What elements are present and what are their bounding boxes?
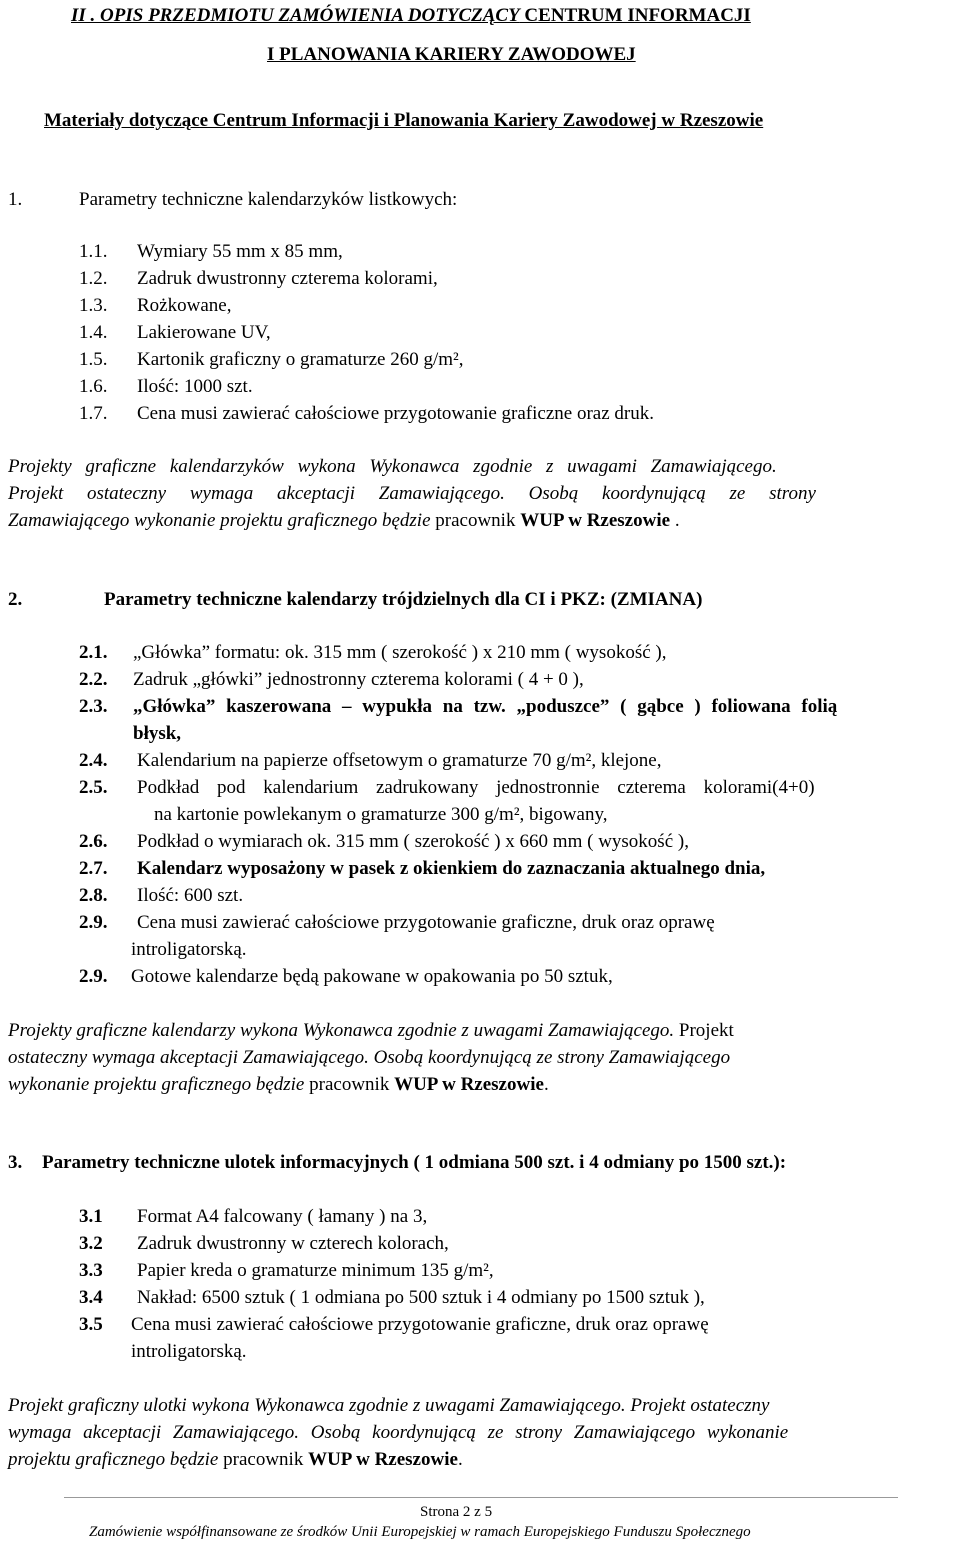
- list-item: Cena musi zawierać całościowe przygotowanie graficzne, druk oraz oprawę: [131, 1314, 709, 1335]
- list-item-continuation: na kartonie powlekanym o gramaturze 300 g/m², bigowany,: [154, 804, 608, 825]
- section-3-title: Parametry techniczne ulotek informacyjnych ( 1 odmiana 500 szt. i 4 odmiany po 1500 szt.):: [42, 1152, 787, 1173]
- list-item-number: 2.1.: [79, 642, 108, 663]
- list-item: Lakierowane UV,: [137, 322, 271, 343]
- list-item: Podkład pod kalendarium zadrukowany jednostronnie czterema kolorami(4+0): [137, 777, 815, 798]
- list-item-number: 2.4.: [79, 750, 108, 771]
- page-number: Strona 2 z 5: [420, 1504, 493, 1520]
- list-item: Kalendarium na papierze offsetowym o gramaturze 70 g/m², klejone,: [137, 750, 662, 771]
- list-item-number: 1.6.: [79, 376, 108, 397]
- note-plain: Projekt: [674, 1020, 734, 1041]
- section-1-title: Parametry techniczne kalendarzyków listkowych:: [79, 189, 458, 210]
- list-item-number: 3.1: [79, 1206, 103, 1227]
- note-italic: Projekty graficzne kalendarzy wykona Wykonawca zgodnie z uwagami Zamawiającego.: [8, 1020, 675, 1041]
- funding-note: Zamówienie współfinansowane ze środków Unii Europejskiej w ramach Europejskiego Funduszu Społecznego: [89, 1524, 751, 1540]
- note-plain: pracownik: [218, 1449, 309, 1470]
- section-1-note-line-1: Projekty graficzne kalendarzyków wykona Wykonawca zgodnie z uwagami Zamawiającego.: [8, 456, 777, 477]
- section-1-note-line-2: Projekt ostateczny wymaga akceptacji Zamawiającego. Osobą koordynującą ze strony: [8, 483, 816, 504]
- list-item-number: 3.4: [79, 1287, 103, 1308]
- list-item-number: 1.3.: [79, 295, 108, 316]
- list-item: Kalendarz wyposażony w pasek z okienkiem do zaznaczania aktualnego dnia,: [137, 858, 766, 879]
- section-2-title: Parametry techniczne kalendarzy trójdzielnych dla CI i PKZ: (ZMIANA): [104, 589, 703, 610]
- document-subtitle: Materiały dotyczące Centrum Informacji i Planowania Kariery Zawodowej w Rzeszowie: [44, 110, 764, 131]
- list-item-continuation: introligatorską.: [131, 1341, 247, 1362]
- list-item-number: 1.4.: [79, 322, 108, 343]
- section-1-number: 1.: [8, 189, 23, 210]
- list-item-number: 1.1.: [79, 241, 108, 262]
- list-item: Wymiary 55 mm x 85 mm,: [137, 241, 343, 262]
- list-item-number: 2.9.: [79, 966, 108, 987]
- list-item-number: 2.7.: [79, 858, 108, 879]
- note-bold: WUP w Rzeszowie: [520, 510, 671, 531]
- list-item: Ilość: 600 szt.: [137, 885, 244, 906]
- note-plain: pracownik: [430, 510, 521, 531]
- list-item-number: 1.7.: [79, 403, 108, 424]
- footer-divider: [64, 1497, 898, 1498]
- note-italic: wykonanie projektu graficznego będzie: [8, 1074, 305, 1095]
- list-item: Zadruk dwustronny w czterech kolorach,: [137, 1233, 449, 1254]
- list-item-number: 3.3: [79, 1260, 103, 1281]
- list-item: Gotowe kalendarze będą pakowane w opakowania po 50 sztuk,: [131, 966, 613, 987]
- section-2-note-line-2: ostateczny wymaga akceptacji Zamawiającego. Osobą koordynującą ze strony Zamawiającego: [8, 1047, 731, 1068]
- section-3-number: 3.: [8, 1152, 23, 1173]
- list-item: Zadruk dwustronny czterema kolorami,: [137, 268, 438, 289]
- note-end: .: [670, 510, 680, 531]
- note-end: .: [457, 1449, 463, 1470]
- list-item: Ilość: 1000 szt.: [137, 376, 253, 397]
- section-2-note-line-3: [8, 1075, 549, 1094]
- note-bold: WUP w Rzeszowie: [308, 1449, 458, 1470]
- section-3-note-line-2: wymaga akceptacji Zamawiającego. Osobą koordynującą ze strony Zamawiającego wykonanie: [8, 1422, 789, 1443]
- list-item-number: 2.6.: [79, 831, 108, 852]
- note-end: .: [543, 1074, 549, 1095]
- list-item-number: 1.5.: [79, 349, 108, 370]
- list-item-number: 2.8.: [79, 885, 108, 906]
- list-item-number: 2.2.: [79, 669, 108, 690]
- section-2-number: 2.: [8, 589, 23, 610]
- list-item: Zadruk „główki” jednostronny czterema kolorami ( 4 + 0 ),: [133, 669, 584, 690]
- list-item: „Główka” formatu: ok. 315 mm ( szerokość ) x 210 mm ( wysokość ),: [133, 642, 667, 663]
- list-item: Kartonik graficzny o gramaturze 260 g/m²,: [137, 349, 464, 370]
- list-item-number: 1.2.: [79, 268, 108, 289]
- header-line-1-italic: II . OPIS PRZEDMIOTU ZAMÓWIENIA DOTYCZĄCY: [71, 5, 520, 26]
- section-3-note-line-1: Projekt graficzny ulotki wykona Wykonawca zgodnie z uwagami Zamawiającego. Projekt ostateczny: [8, 1395, 770, 1416]
- list-item-continuation: błysk,: [133, 723, 182, 744]
- note-italic: Zamawiającego wykonanie projektu graficznego będzie: [8, 510, 431, 531]
- note-plain: pracownik: [304, 1074, 395, 1095]
- list-item-number: 2.9.: [79, 912, 108, 933]
- header-line-1-rest: CENTRUM INFORMACJI: [519, 5, 751, 26]
- section-3-note-line-3: [8, 1450, 463, 1469]
- list-item-number: 2.3.: [79, 696, 108, 717]
- list-item-number: 3.5: [79, 1314, 103, 1335]
- section-2-note-line-1: [8, 1021, 734, 1040]
- note-italic: projektu graficznego będzie: [8, 1449, 219, 1470]
- section-1-note-line-3: [8, 511, 680, 530]
- list-item-number: 2.5.: [79, 777, 108, 798]
- note-bold: WUP w Rzeszowie: [394, 1074, 544, 1095]
- list-item: Cena musi zawierać całościowe przygotowanie graficzne, druk oraz oprawę: [137, 912, 715, 933]
- list-item: Nakład: 6500 sztuk ( 1 odmiana po 500 sztuk i 4 odmiany po 1500 sztuk ),: [137, 1287, 705, 1308]
- header-line-1: [71, 6, 751, 25]
- list-item: Cena musi zawierać całościowe przygotowanie graficzne oraz druk.: [137, 403, 654, 424]
- list-item-continuation: introligatorską.: [131, 939, 247, 960]
- list-item-number: 3.2: [79, 1233, 103, 1254]
- list-item: Rożkowane,: [137, 295, 232, 316]
- header-line-2: I PLANOWANIA KARIERY ZAWODOWEJ: [267, 44, 636, 65]
- list-item: Format A4 falcowany ( łamany ) na 3,: [137, 1206, 428, 1227]
- list-item: Papier kreda o gramaturze minimum 135 g/m²,: [137, 1260, 494, 1281]
- list-item: Podkład o wymiarach ok. 315 mm ( szerokość ) x 660 mm ( wysokość ),: [137, 831, 689, 852]
- list-item: „Główka” kaszerowana – wypukła na tzw. „poduszce” ( gąbce ) foliowana folią: [133, 696, 838, 717]
